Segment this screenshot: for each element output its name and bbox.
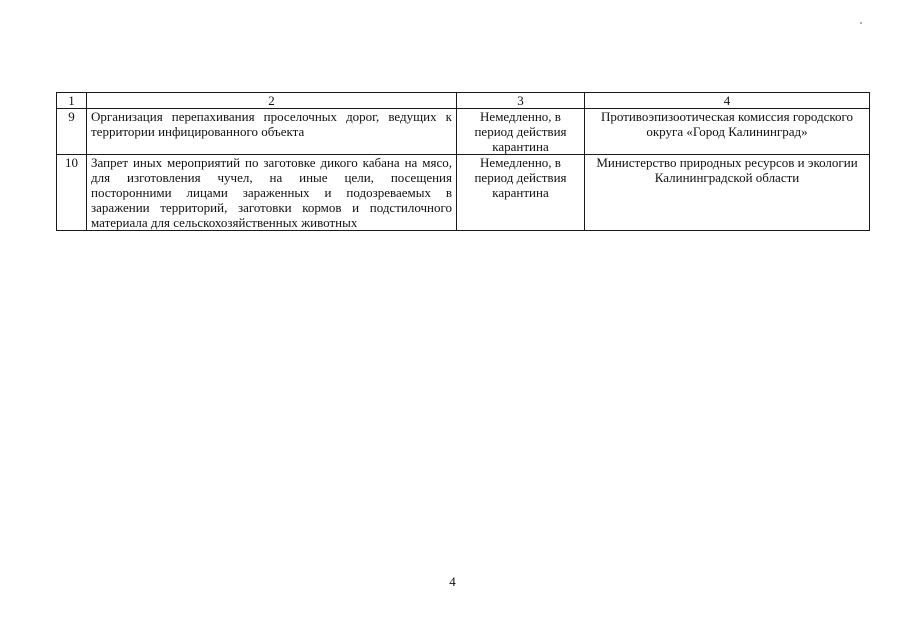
responsible-party: Противоэпизоотическая комиссия городского округа «Город Калининград» (585, 109, 870, 155)
header-col-4: 4 (585, 93, 870, 109)
table-header-row (57, 93, 870, 109)
header-col-1: 1 (57, 93, 87, 109)
measures-table (56, 92, 870, 231)
scan-speck (860, 22, 862, 24)
row-number: 9 (57, 109, 87, 155)
measure-description: Запрет иных мероприятий по заготовке дикого кабана на мясо, для изготовления чучел, на иные цели, посещения посторонними лицами зараженных и подозреваемых в заражении территорий, заготовки кормов и подстилочного материала для сельскохозяйственных животных (87, 155, 457, 231)
page-number: 4 (449, 574, 456, 589)
measure-term: Немедленно, в период действия карантина (457, 109, 585, 155)
table-row (57, 155, 870, 231)
header-col-3: 3 (457, 93, 585, 109)
row-number: 10 (57, 155, 87, 231)
header-col-2: 2 (87, 93, 457, 109)
responsible-party: Министерство природных ресурсов и экологии Калининградской области (585, 155, 870, 231)
table-row (57, 109, 870, 155)
measure-description: Организация перепахивания проселочных дорог, ведущих к территории инфицированного объекта (87, 109, 457, 155)
measure-term: Немедленно, в период действия карантина (457, 155, 585, 231)
